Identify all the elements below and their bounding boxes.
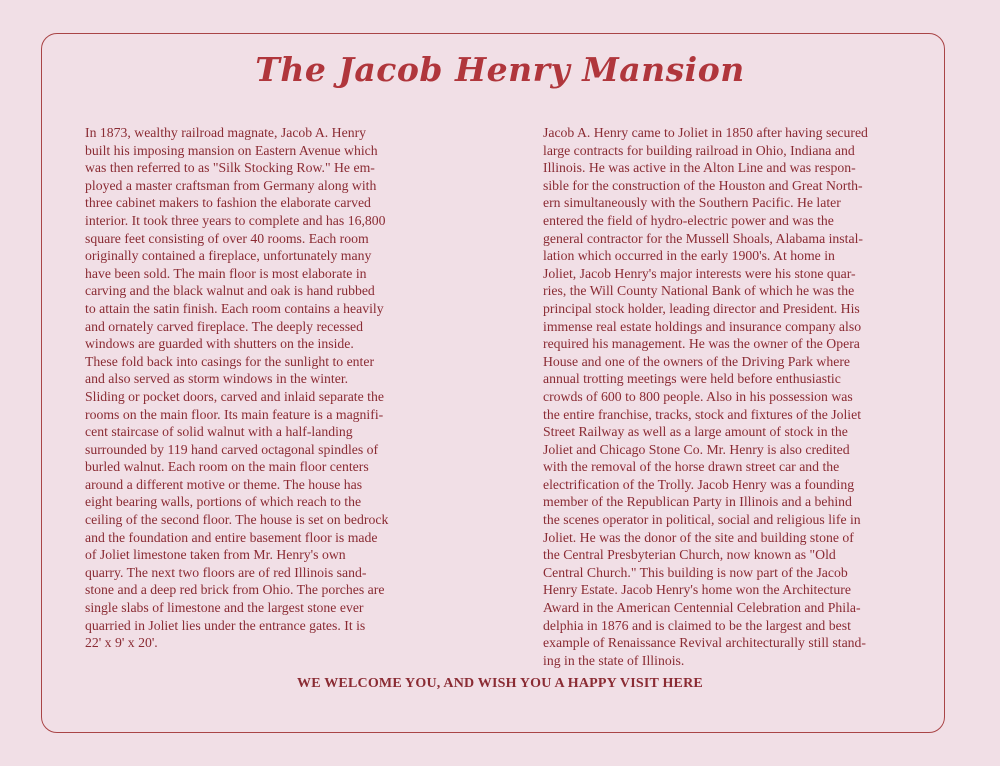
left-text-line: built his imposing mansion on Eastern Avenue which: [85, 142, 378, 158]
right-text-line: general contractor for the Mussell Shoals, Alabama instal-: [543, 230, 863, 246]
left-text-line: square feet consisting of over 40 rooms. Each room: [85, 230, 369, 246]
right-text-line: Award in the American Centennial Celebration and Phila-: [543, 600, 861, 616]
right-text-line: required his management. He was the owner of the Opera: [543, 336, 860, 352]
right-text-line: member of the Republican Party in Illinois and a behind: [543, 494, 852, 510]
left-text-line: Sliding or pocket doors, carved and inlaid separate the: [85, 388, 384, 404]
right-text-line: Joliet. He was the donor of the site and building stone of: [543, 529, 854, 545]
right-text-line: large contracts for building railroad in Ohio, Indiana and: [543, 142, 855, 158]
left-text-line: of Joliet limestone taken from Mr. Henry's own: [85, 547, 346, 563]
right-text-line: ing in the state of Illinois.: [543, 652, 685, 668]
right-text-line: Central Church." This building is now part of the Jacob: [543, 564, 848, 580]
right-text-line: the entire franchise, tracks, stock and fixtures of the Joliet: [543, 406, 862, 422]
right-text-line: example of Renaissance Revival architecturally still stand-: [543, 635, 867, 651]
left-text-line: eight bearing walls, portions of which reach to the: [85, 494, 362, 510]
right-text-line: Illinois. He was active in the Alton Line and was respon-: [543, 160, 856, 176]
left-text-line: These fold back into casings for the sunlight to enter: [85, 353, 375, 369]
left-text-line: and ornately carved fireplace. The deeply recessed: [85, 318, 364, 334]
left-text-line: cent staircase of solid walnut with a half-landing: [85, 424, 353, 440]
right-text-line: sible for the construction of the Houston and Great North-: [543, 177, 863, 193]
page-title: The Jacob Henry Mansion: [255, 50, 745, 89]
left-text-line: windows are guarded with shutters on the inside.: [85, 336, 354, 352]
left-text-line: three cabinet makers to fashion the elaborate carved: [85, 195, 371, 211]
left-text-line: to attain the satin finish. Each room contains a heavily: [85, 300, 384, 316]
right-text-line: the Central Presbyterian Church, now known as "Old: [543, 547, 836, 563]
right-text-line: Street Railway as well as a large amount of stock in the: [543, 424, 848, 440]
right-text-column: [543, 124, 943, 669]
right-text-line: ern simultaneously with the Southern Pacific. He later: [543, 195, 841, 211]
left-text-line: interior. It took three years to complete and has 16,800: [85, 212, 386, 228]
right-text-line: lation which occurred in the early 1900's. At home in: [543, 248, 835, 264]
left-text-line: carving and the black walnut and oak is hand rubbed: [85, 283, 375, 299]
right-text-line: annual trotting meetings were held before enthusiastic: [543, 371, 841, 387]
right-text-line: principal stock holder, leading director and President. His: [543, 300, 860, 316]
left-text-line: In 1873, wealthy railroad magnate, Jacob A. Henry: [85, 125, 367, 140]
right-text-line: delphia in 1876 and is claimed to be the largest and best: [543, 617, 851, 633]
right-text-line: with the removal of the horse drawn street car and the: [543, 459, 840, 475]
right-text-line: House and one of the owners of the Driving Park where: [543, 353, 850, 369]
right-text-line: Joliet, Jacob Henry's major interests were his stone quar-: [543, 265, 856, 281]
left-text-line: and the foundation and entire basement floor is made: [85, 529, 378, 545]
left-text-line: quarried in Joliet lies under the entrance gates. It is: [85, 617, 366, 633]
right-text-line: immense real estate holdings and insurance company also: [543, 318, 862, 334]
left-text-line: quarry. The next two floors are of red Illinois sand-: [85, 564, 367, 580]
left-text-line: and also served as storm windows in the winter.: [85, 371, 349, 387]
left-text-line: have been sold. The main floor is most elaborate in: [85, 265, 367, 281]
left-text-line: burled walnut. Each room on the main floor centers: [85, 459, 369, 475]
left-text-line: stone and a deep red brick from Ohio. The porches are: [85, 582, 385, 598]
left-text-line: ceiling of the second floor. The house is set on bedrock: [85, 512, 389, 528]
left-text-line: around a different motive or theme. The house has: [85, 476, 363, 492]
left-text-column: [85, 124, 455, 652]
left-text-line: ployed a master craftsman from Germany along with: [85, 177, 377, 193]
right-text-line: entered the field of hydro-electric power and was the: [543, 212, 834, 228]
right-text-line: crowds of 600 to 800 people. Also in his possession was: [543, 388, 853, 404]
right-text-line: Jacob A. Henry came to Joliet in 1850 after having secured: [543, 125, 868, 140]
left-text-line: single slabs of limestone and the largest stone ever: [85, 600, 364, 616]
right-text-line: ries, the Will County National Bank of which he was the: [543, 283, 855, 299]
left-text-line: was then referred to as "Silk Stocking Row." He em-: [85, 160, 375, 176]
right-text-line: Joliet and Chicago Stone Co. Mr. Henry is also credited: [543, 441, 850, 457]
left-text-line: 22' x 9' x 20'.: [85, 635, 158, 651]
left-text-line: rooms on the main floor. Its main feature is a magnifi-: [85, 406, 384, 422]
left-text-line: surrounded by 119 hand carved octagonal spindles of: [85, 441, 379, 457]
right-text-line: Henry Estate. Jacob Henry's home won the Architecture: [543, 582, 851, 598]
welcome-message: WE WELCOME YOU, AND WISH YOU A HAPPY VISIT HERE: [297, 676, 703, 691]
right-text-line: the scenes operator in political, social and religious life in: [543, 512, 861, 528]
right-text-line: electrification of the Trolly. Jacob Henry was a founding: [543, 476, 855, 492]
left-text-line: originally contained a fireplace, unfortunately many: [85, 248, 372, 264]
